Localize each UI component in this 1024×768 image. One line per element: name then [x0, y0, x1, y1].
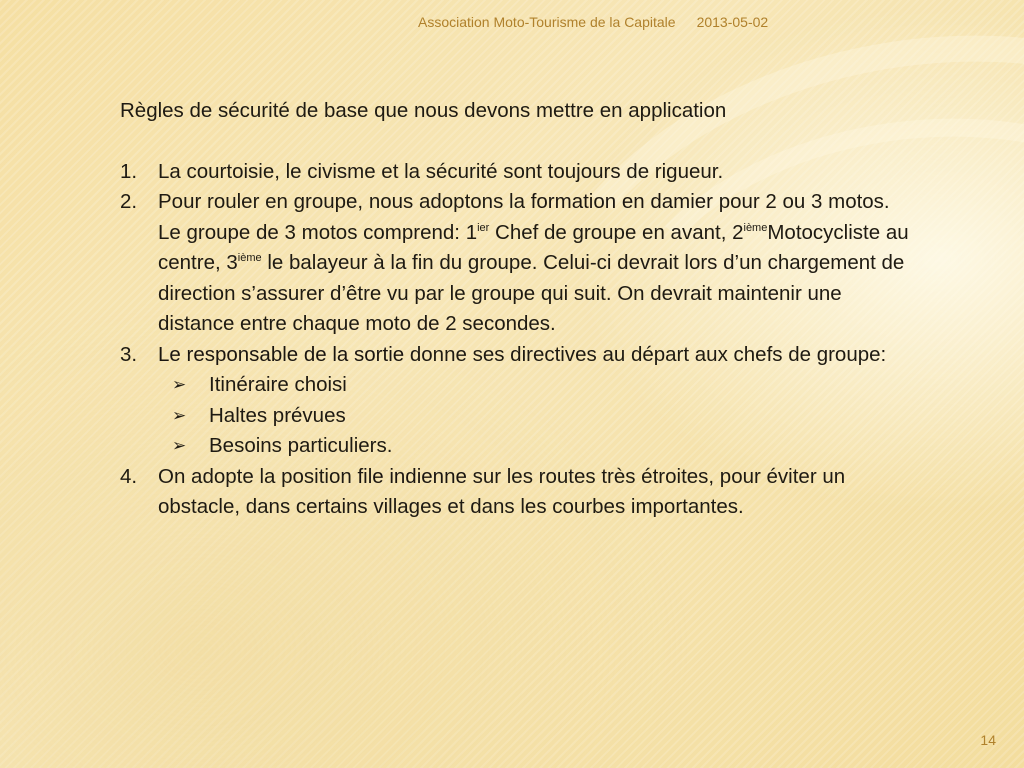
slide-title: Règles de sécurité de base que nous devons mettre en application: [120, 99, 727, 122]
directive-text: Besoins particuliers.: [209, 434, 393, 457]
rule-text: La courtoisie, le civisme et la sécurité sont toujours de rigueur.: [158, 159, 724, 183]
rule-text: Chef de groupe en avant, 2: [489, 220, 744, 244]
slide-header: [418, 14, 768, 30]
arrow-right-icon: ➢: [172, 436, 187, 455]
rule-number: 2.: [120, 190, 138, 213]
rule-number: 3.: [120, 342, 138, 366]
rule-text: pour 2 ou 3 motos. Le groupe de 3 motos comprend: 1: [158, 190, 890, 244]
slide-content: [120, 96, 910, 523]
rule-text: sur les routes très étroites, pour éviter un obstacle, dans certains villages et dans les courbes importantes.: [158, 464, 846, 518]
directives-list: [158, 370, 910, 462]
rule-number: 1.: [120, 159, 138, 183]
rule-item: [120, 157, 910, 188]
rule-item: [120, 462, 910, 523]
rule-item: [120, 187, 910, 340]
rule-text: donne ses directives au départ aux chefs de groupe:: [404, 342, 887, 366]
emphasis-text: file indienne: [357, 464, 467, 488]
ordinal-superscript: ier: [477, 221, 490, 234]
rule-text: le balayeur à la fin du groupe. Celui-ci devrait lors d’un chargement de direction s’assurer d’être vu par le groupe qui suit. On devrait maintenir une distance entre chaque moto de 2 secondes.: [158, 251, 905, 335]
page-number: 14: [980, 732, 996, 748]
rule-text: Pour rouler en groupe, nous adoptons la: [158, 190, 531, 213]
rule-number: 4.: [120, 464, 138, 488]
emphasis-text: Le responsable de la sortie: [158, 342, 405, 366]
rules-list: [120, 157, 910, 523]
rule-text: On adopte la position: [158, 464, 358, 488]
slide-date: 2013-05-02: [696, 14, 769, 30]
organization-name: Association Moto-Tourisme de la Capitale: [418, 14, 676, 30]
arrow-right-icon: ➢: [172, 375, 187, 394]
ordinal-superscript: ième: [237, 252, 262, 264]
rule-item: [120, 340, 910, 462]
list-item: [158, 401, 910, 432]
directive-text: Itinéraire choisi: [209, 373, 347, 396]
emphasis-text: formation en damier: [530, 190, 713, 213]
list-item: [158, 370, 910, 401]
rule-text: Motocycliste au centre, 3: [158, 220, 909, 274]
list-item: [158, 431, 910, 462]
directive-text: Haltes prévues: [209, 403, 346, 427]
arrow-right-icon: ➢: [172, 405, 187, 425]
ordinal-superscript: ième: [743, 221, 768, 234]
